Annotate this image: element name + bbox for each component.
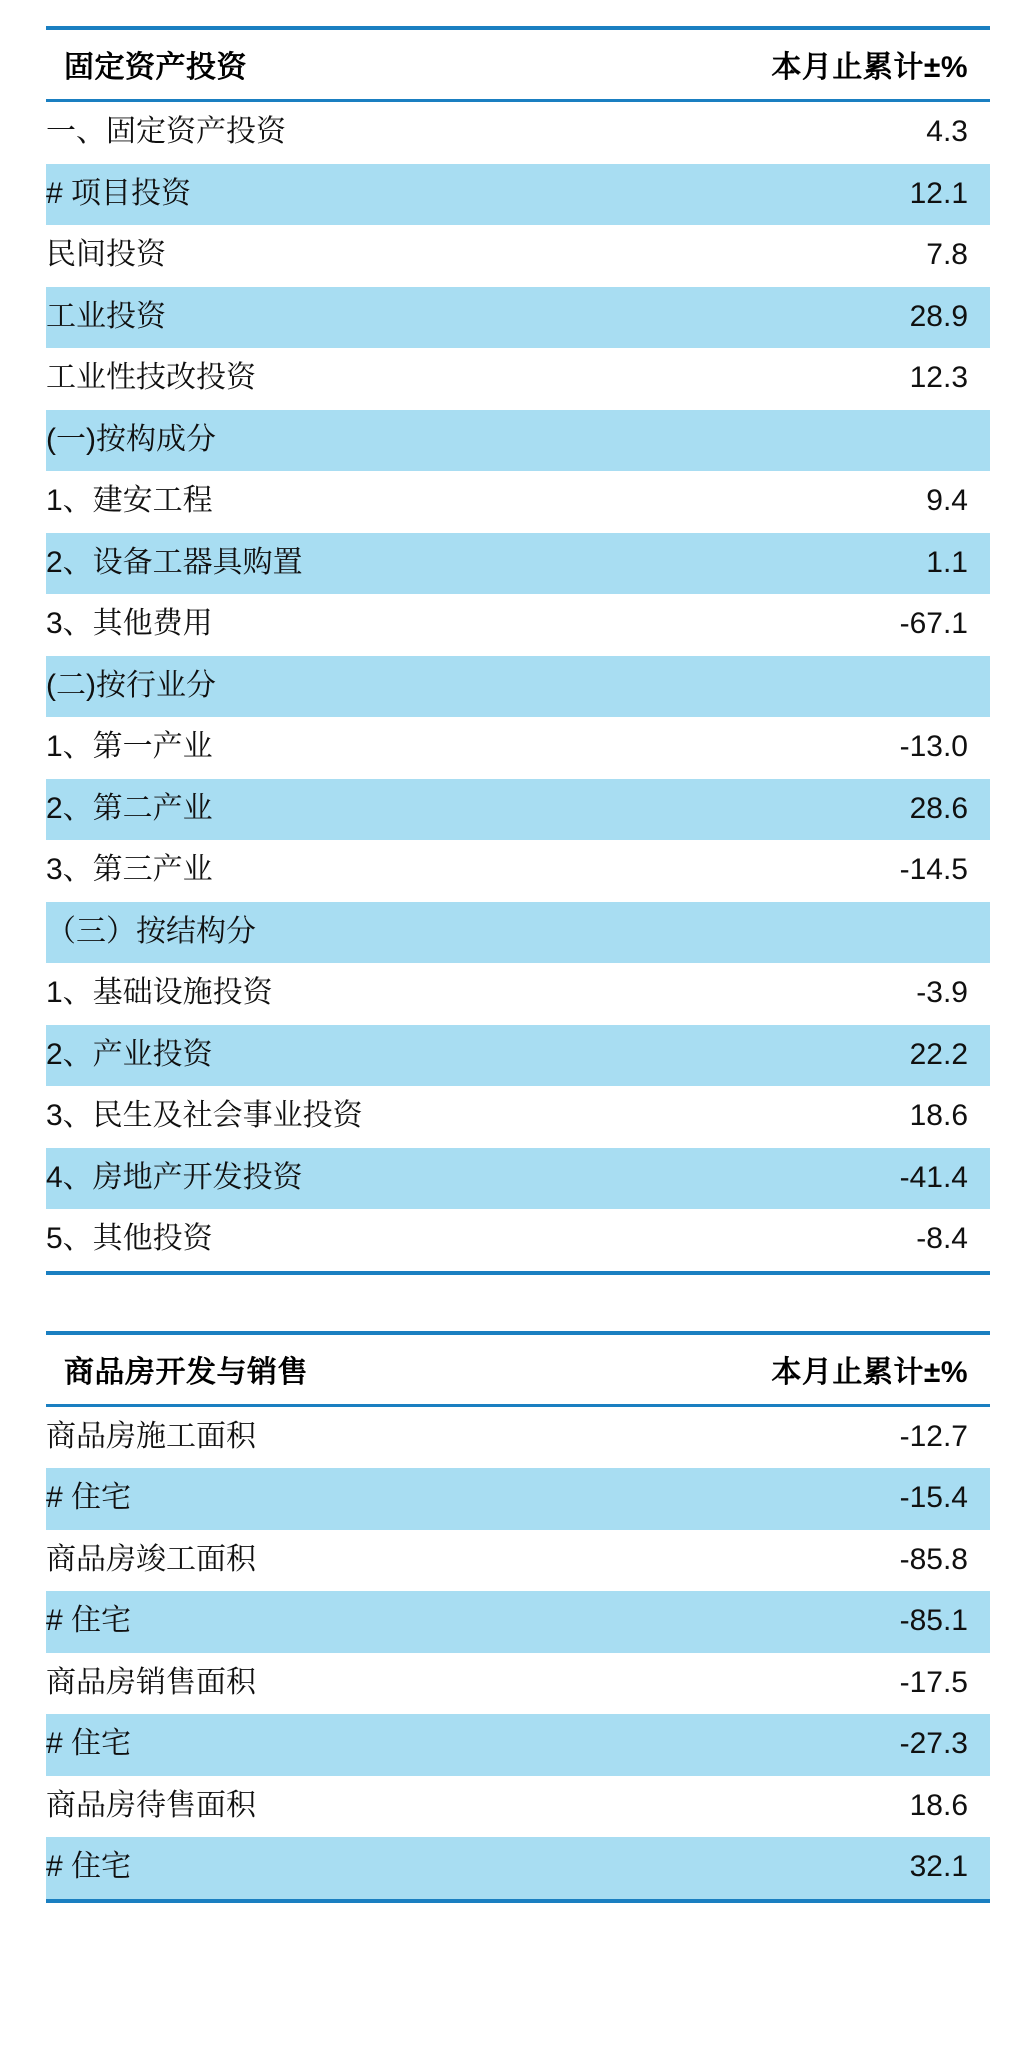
row-label: 3、第三产业 (46, 840, 650, 902)
header-label-commodity-housing: 商品房开发与销售 (46, 1333, 650, 1406)
table-row (46, 840, 990, 902)
table-body (46, 101, 990, 1273)
row-label: 1、建安工程 (46, 471, 650, 533)
row-value: 7.8 (650, 225, 990, 287)
table-row (46, 963, 990, 1025)
row-label: # 住宅 (46, 1591, 650, 1653)
table-row (46, 1530, 990, 1592)
row-value: 1.1 (650, 533, 990, 595)
row-value: 18.6 (650, 1776, 990, 1838)
row-value: -85.1 (650, 1591, 990, 1653)
row-value: -15.4 (650, 1468, 990, 1530)
header-label-fixed-asset: 固定资产投资 (46, 28, 650, 101)
table-row (46, 656, 990, 718)
row-value: 18.6 (650, 1086, 990, 1148)
header-row (46, 1333, 990, 1406)
row-value (650, 656, 990, 718)
row-value: -85.8 (650, 1530, 990, 1592)
row-label: 1、第一产业 (46, 717, 650, 779)
row-label: 商品房待售面积 (46, 1776, 650, 1838)
table-row (46, 1714, 990, 1776)
table-row (46, 287, 990, 349)
row-label: 商品房施工面积 (46, 1405, 650, 1468)
row-label: 民间投资 (46, 225, 650, 287)
row-label: # 住宅 (46, 1714, 650, 1776)
row-value: -14.5 (650, 840, 990, 902)
table-row (46, 1209, 990, 1273)
row-label: 3、民生及社会事业投资 (46, 1086, 650, 1148)
table-row (46, 225, 990, 287)
table-commodity-housing (46, 1331, 990, 1903)
table-row (46, 902, 990, 964)
table-header (46, 28, 990, 101)
row-value (650, 410, 990, 472)
row-value: 4.3 (650, 101, 990, 164)
header-value-commodity-housing: 本月止累计±% (650, 1333, 990, 1406)
row-value: -17.5 (650, 1653, 990, 1715)
table-row (46, 594, 990, 656)
row-label: (一)按构成分 (46, 410, 650, 472)
table-row (46, 717, 990, 779)
row-value: 12.1 (650, 164, 990, 226)
row-label: 商品房竣工面积 (46, 1530, 650, 1592)
row-label: 5、其他投资 (46, 1209, 650, 1273)
table-fixed-asset-investment (46, 26, 990, 1275)
row-label: 工业性技改投资 (46, 348, 650, 410)
row-value: -41.4 (650, 1148, 990, 1210)
row-value: 32.1 (650, 1837, 990, 1901)
table-row (46, 1468, 990, 1530)
row-label: 一、固定资产投资 (46, 101, 650, 164)
header-value-fixed-asset: 本月止累计±% (650, 28, 990, 101)
row-label: # 住宅 (46, 1468, 650, 1530)
row-label: 2、设备工器具购置 (46, 533, 650, 595)
table-row (46, 1837, 990, 1901)
row-value: -8.4 (650, 1209, 990, 1273)
row-value (650, 902, 990, 964)
table-row (46, 1025, 990, 1087)
row-value: 9.4 (650, 471, 990, 533)
table-header (46, 1333, 990, 1406)
table-row (46, 1148, 990, 1210)
row-label: # 项目投资 (46, 164, 650, 226)
table-row (46, 1591, 990, 1653)
row-value: -27.3 (650, 1714, 990, 1776)
table-row (46, 164, 990, 226)
header-row (46, 28, 990, 101)
row-label: 1、基础设施投资 (46, 963, 650, 1025)
row-label: 2、产业投资 (46, 1025, 650, 1087)
table-row (46, 533, 990, 595)
table-row (46, 1653, 990, 1715)
row-value: 12.3 (650, 348, 990, 410)
row-label: (二)按行业分 (46, 656, 650, 718)
row-value: 22.2 (650, 1025, 990, 1087)
table-row (46, 101, 990, 164)
table-row (46, 471, 990, 533)
table-row (46, 1086, 990, 1148)
row-label: 3、其他费用 (46, 594, 650, 656)
row-value: -12.7 (650, 1405, 990, 1468)
row-value: 28.6 (650, 779, 990, 841)
row-label: 商品房销售面积 (46, 1653, 650, 1715)
row-value: 28.9 (650, 287, 990, 349)
row-label: 4、房地产开发投资 (46, 1148, 650, 1210)
table-body (46, 1405, 990, 1901)
table-row (46, 348, 990, 410)
page-bottom-spacer (46, 1903, 990, 1943)
row-label: （三）按结构分 (46, 902, 650, 964)
table-row (46, 410, 990, 472)
table-row (46, 1405, 990, 1468)
row-label: 2、第二产业 (46, 779, 650, 841)
row-value: -3.9 (650, 963, 990, 1025)
table-row (46, 1776, 990, 1838)
row-value: -67.1 (650, 594, 990, 656)
row-label: 工业投资 (46, 287, 650, 349)
table-row (46, 779, 990, 841)
row-label: # 住宅 (46, 1837, 650, 1901)
row-value: -13.0 (650, 717, 990, 779)
